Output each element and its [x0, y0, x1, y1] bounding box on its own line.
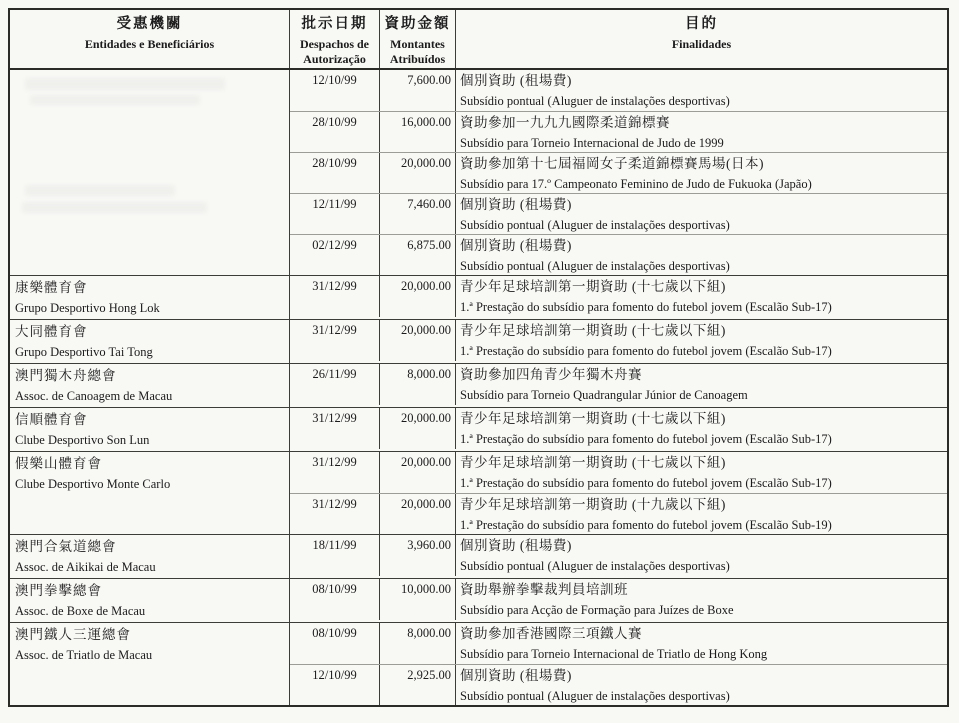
date-cell: 28/10/99: [290, 112, 380, 152]
table-row: [290, 579, 947, 620]
entity-cell: [10, 579, 290, 622]
amount-cell: 2,925.00: [380, 665, 456, 705]
purpose-zh: 資助參加四角青少年獨木舟賽: [460, 367, 642, 382]
purpose-pt: Subsídio para Torneio Internacional de Judo de 1999: [460, 136, 724, 150]
header-date-pt: Despachos de Autorização: [299, 37, 369, 66]
table-row: [290, 623, 947, 664]
table-row: [290, 320, 947, 361]
purpose-zh: 青少年足球培訓第一期資助 (十七歲以下組): [460, 279, 726, 294]
purpose-cell: [456, 623, 947, 664]
amount-cell: 20,000.00: [380, 276, 456, 317]
entity-name-zh: 信順體育會: [15, 412, 88, 427]
purpose-cell: [456, 70, 947, 111]
purpose-zh: 個別資助 (租場費): [460, 73, 572, 88]
entity-name-zh: 澳門獨木舟總會: [15, 368, 117, 383]
purpose-pt: Subsídio pontual (Aluguer de instalações desportivas): [460, 94, 730, 108]
purpose-cell: [456, 364, 947, 405]
entity-cell: [10, 408, 290, 451]
purpose-zh: 資助參加第十七屆福岡女子柔道錦標賽馬場(日本): [460, 156, 764, 171]
header-entities-pt: Entidades e Beneficiários: [84, 37, 215, 51]
header-entities: [10, 10, 290, 68]
entity-rows: [290, 623, 947, 705]
purpose-cell: [456, 194, 947, 234]
entity-name-zh: 假樂山體育會: [15, 456, 102, 471]
purpose-zh: 青少年足球培訓第一期資助 (十七歲以下組): [460, 411, 726, 426]
entity-rows: [290, 535, 947, 578]
entity-name-zh: 康樂體育會: [15, 280, 88, 295]
table-row: [290, 364, 947, 405]
entity-name-pt: Assoc. de Triatlo de Macau: [15, 648, 153, 662]
table-group: [10, 534, 947, 578]
purpose-pt: 1.ª Prestação do subsídio para fomento do futebol jovem (Escalão Sub-17): [460, 344, 832, 358]
table-group: [10, 407, 947, 451]
header-purpose-zh: 目的: [685, 16, 718, 32]
date-cell: 28/10/99: [290, 153, 380, 193]
amount-cell: 20,000.00: [380, 320, 456, 361]
table-row: [290, 70, 947, 111]
amount-cell: 3,960.00: [380, 535, 456, 576]
header-amount-pt: Montantes Atribuídos: [389, 37, 446, 66]
date-cell: 12/10/99: [290, 70, 380, 111]
purpose-zh: 個別資助 (租場費): [460, 538, 572, 553]
amount-cell: 10,000.00: [380, 579, 456, 620]
purpose-zh: 青少年足球培訓第一期資助 (十九歲以下組): [460, 497, 726, 512]
entity-name-pt: Assoc. de Canoagem de Macau: [15, 389, 173, 403]
header-purpose-pt: Finalidades: [671, 37, 732, 51]
subsidy-table: [8, 8, 949, 707]
date-cell: 31/12/99: [290, 408, 380, 449]
purpose-pt: Subsídio pontual (Aluguer de instalações desportivas): [460, 559, 730, 573]
purpose-pt: 1.ª Prestação do subsídio para fomento do futebol jovem (Escalão Sub-17): [460, 300, 832, 314]
date-cell: 31/12/99: [290, 452, 380, 493]
purpose-zh: 個別資助 (租場費): [460, 197, 572, 212]
table-group: [10, 70, 947, 275]
entity-name-zh: 澳門合氣道總會: [15, 539, 117, 554]
purpose-cell: [456, 535, 947, 576]
entity-name-pt: Assoc. de Boxe de Macau: [15, 604, 146, 618]
table-group: [10, 363, 947, 407]
date-cell: 08/10/99: [290, 579, 380, 620]
purpose-pt: Subsídio pontual (Aluguer de instalações desportivas): [460, 218, 730, 232]
entity-cell: [10, 320, 290, 363]
purpose-cell: [456, 320, 947, 361]
header-date: [290, 10, 380, 68]
purpose-cell: [456, 276, 947, 317]
entity-rows: [290, 320, 947, 363]
table-group: [10, 578, 947, 622]
entity-name-zh: 大同體育會: [15, 324, 88, 339]
header-entities-zh: 受惠機關: [116, 16, 183, 32]
purpose-zh: 個別資助 (租場費): [460, 668, 572, 683]
purpose-cell: [456, 494, 947, 534]
purpose-cell: [456, 153, 947, 193]
header-amount-zh: 資助金額: [384, 16, 451, 32]
date-cell: 31/12/99: [290, 494, 380, 534]
amount-cell: 20,000.00: [380, 153, 456, 193]
table-group: [10, 319, 947, 363]
entity-cell: [10, 535, 290, 578]
table-row: [290, 493, 947, 534]
purpose-pt: 1.ª Prestação do subsídio para fomento do futebol jovem (Escalão Sub-17): [460, 476, 832, 490]
entity-name-pt: Clube Desportivo Son Lun: [15, 433, 150, 447]
purpose-cell: [456, 408, 947, 449]
purpose-pt: 1.ª Prestação do subsídio para fomento do futebol jovem (Escalão Sub-19): [460, 518, 832, 532]
date-cell: 26/11/99: [290, 364, 380, 405]
purpose-cell: [456, 665, 947, 705]
entity-name-pt: Grupo Desportivo Tai Tong: [15, 345, 153, 359]
amount-cell: 20,000.00: [380, 494, 456, 534]
entity-rows: [290, 364, 947, 407]
table-row: [290, 408, 947, 449]
purpose-pt: Subsídio para Torneio Quadrangular Júnior de Canoagem: [460, 388, 748, 402]
entity-cell: [10, 70, 290, 275]
purpose-cell: [456, 579, 947, 620]
purpose-pt: Subsídio pontual (Aluguer de instalações desportivas): [460, 689, 730, 703]
table-row: [290, 152, 947, 193]
amount-cell: 7,600.00: [380, 70, 456, 111]
purpose-zh: 個別資助 (租場費): [460, 238, 572, 253]
entity-rows: [290, 452, 947, 534]
date-cell: 31/12/99: [290, 320, 380, 361]
amount-cell: 7,460.00: [380, 194, 456, 234]
purpose-pt: Subsídio pontual (Aluguer de instalações desportivas): [460, 259, 730, 273]
header-date-zh: 批示日期: [301, 16, 368, 32]
header-purpose: [456, 10, 947, 68]
date-cell: 02/12/99: [290, 235, 380, 275]
date-cell: 08/10/99: [290, 623, 380, 664]
date-cell: 12/10/99: [290, 665, 380, 705]
purpose-zh: 青少年足球培訓第一期資助 (十七歲以下組): [460, 455, 726, 470]
purpose-pt: Subsídio para Torneio Internacional de Triatlo de Hong Kong: [460, 647, 768, 661]
date-cell: 12/11/99: [290, 194, 380, 234]
entity-cell: [10, 364, 290, 407]
table-row: [290, 452, 947, 493]
amount-cell: 8,000.00: [380, 364, 456, 405]
purpose-zh: 青少年足球培訓第一期資助 (十七歲以下組): [460, 323, 726, 338]
entity-cell: [10, 623, 290, 705]
amount-cell: 20,000.00: [380, 452, 456, 493]
date-cell: 18/11/99: [290, 535, 380, 576]
table-group: [10, 275, 947, 319]
date-cell: 31/12/99: [290, 276, 380, 317]
purpose-cell: [456, 235, 947, 275]
table-row: [290, 535, 947, 576]
purpose-zh: 資助舉辦拳擊裁判員培訓班: [460, 582, 628, 597]
table-header: [10, 10, 947, 70]
amount-cell: 6,875.00: [380, 235, 456, 275]
entity-name-pt: Clube Desportivo Monte Carlo: [15, 477, 171, 491]
entity-cell: [10, 452, 290, 534]
header-amount: [380, 10, 456, 68]
purpose-cell: [456, 112, 947, 152]
purpose-zh: 資助參加一九九九國際柔道錦標賽: [460, 115, 670, 130]
entity-rows: [290, 408, 947, 451]
entity-rows: [290, 70, 947, 275]
table-body: [10, 70, 947, 705]
entity-name-zh: 澳門拳擊總會: [15, 583, 102, 598]
table-row: [290, 193, 947, 234]
table-row: [290, 111, 947, 152]
entity-rows: [290, 579, 947, 622]
amount-cell: 20,000.00: [380, 408, 456, 449]
entity-rows: [290, 276, 947, 319]
purpose-pt: Subsídio para 17.º Campeonato Feminino de Judo de Fukuoka (Japão): [460, 177, 812, 191]
table-row: [290, 234, 947, 275]
entity-name-pt: Assoc. de Aikikai de Macau: [15, 560, 156, 574]
purpose-pt: Subsídio para Acção de Formação para Juízes de Boxe: [460, 603, 734, 617]
amount-cell: 16,000.00: [380, 112, 456, 152]
table-row: [290, 276, 947, 317]
purpose-zh: 資助參加香港國際三項鐵人賽: [460, 626, 642, 641]
amount-cell: 8,000.00: [380, 623, 456, 664]
entity-cell: [10, 276, 290, 319]
table-row: [290, 664, 947, 705]
purpose-pt: 1.ª Prestação do subsídio para fomento do futebol jovem (Escalão Sub-17): [460, 432, 832, 446]
entity-name-pt: Grupo Desportivo Hong Lok: [15, 301, 160, 315]
table-group: [10, 451, 947, 534]
entity-name-zh: 澳門鐵人三運總會: [15, 627, 131, 642]
table-group: [10, 622, 947, 705]
purpose-cell: [456, 452, 947, 493]
